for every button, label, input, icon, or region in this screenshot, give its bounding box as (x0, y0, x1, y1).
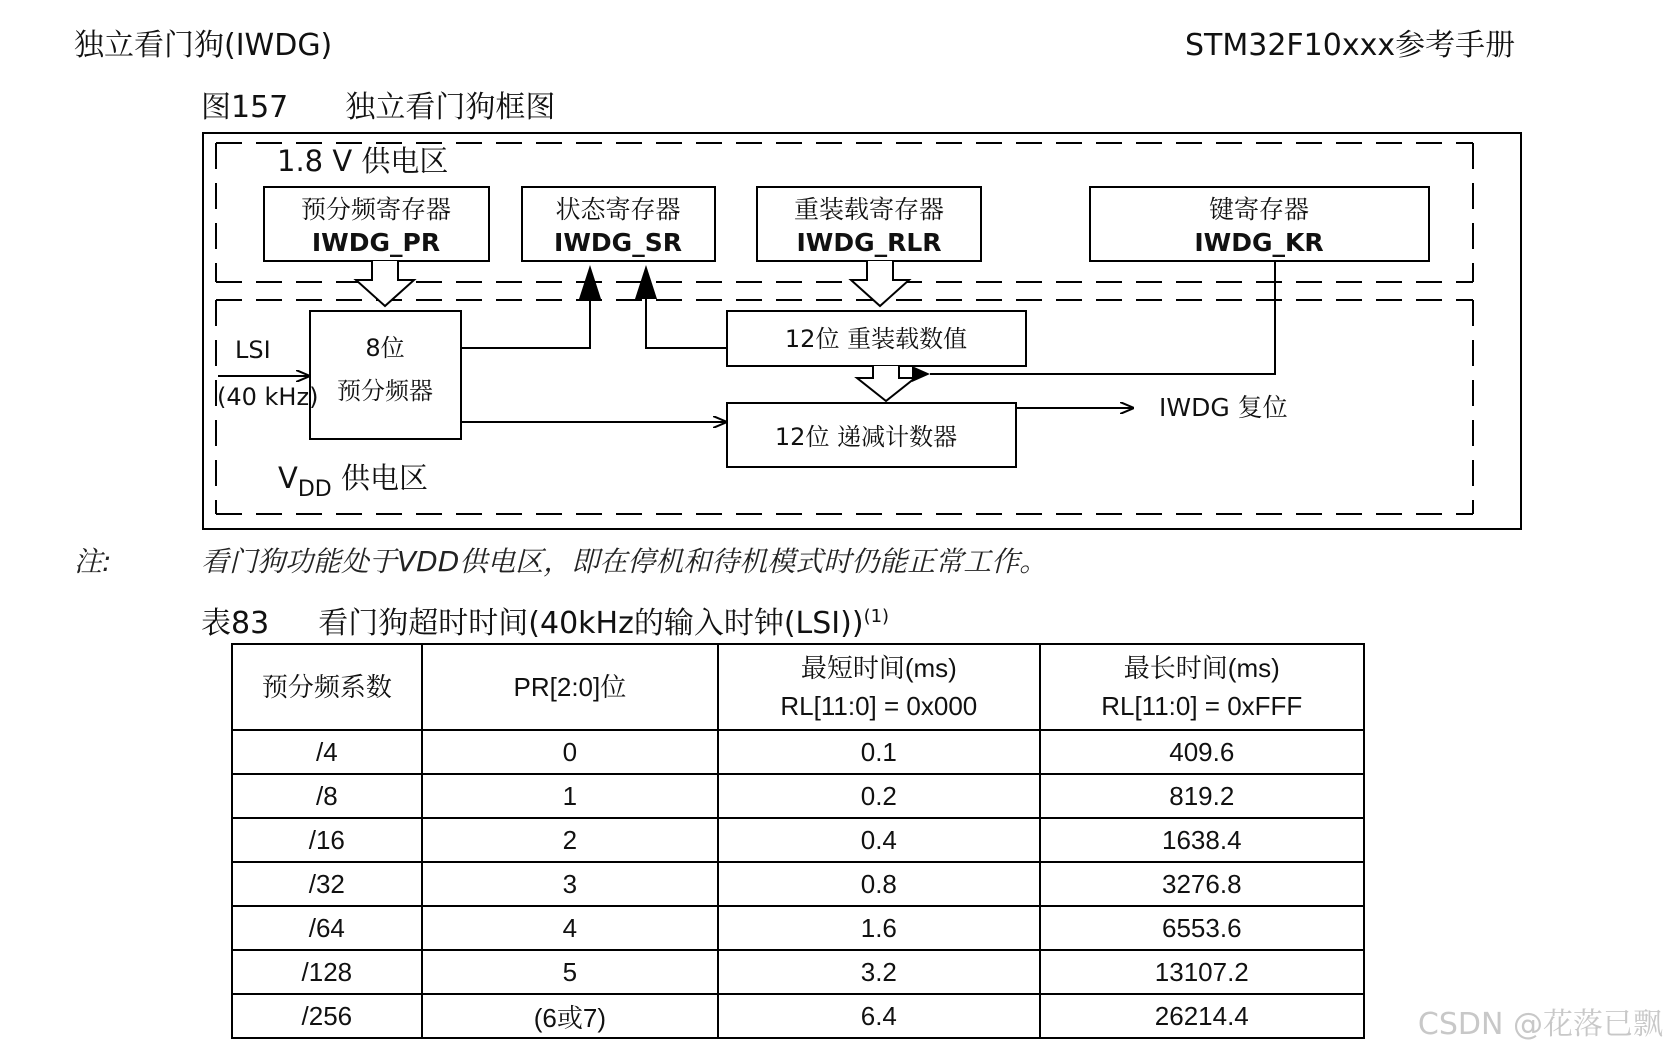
cell-pr: 1 (422, 774, 718, 818)
header-max-time (1040, 644, 1364, 730)
figure-number: 图157 (201, 90, 289, 125)
reload-value-label: 12位 重装载数值 (784, 325, 968, 353)
register-rlr-name: 重装载寄存器 (793, 195, 945, 224)
table-row (232, 994, 1364, 1038)
table-header-row (232, 644, 1364, 730)
prescaler-block (310, 311, 461, 439)
register-sr-name: 状态寄存器 (555, 195, 681, 224)
cell-pr: 4 (422, 906, 718, 950)
cell-divider: /128 (232, 950, 422, 994)
line-prescaler-to-sr (461, 296, 590, 348)
cell-min: 0.1 (718, 730, 1039, 774)
cell-pr: 5 (422, 950, 718, 994)
cell-min: 6.4 (718, 994, 1039, 1038)
register-pr-code: IWDG_PR (311, 228, 441, 257)
table-row (232, 862, 1364, 906)
table-row (232, 730, 1364, 774)
figure-title: 独立看门狗框图 (345, 90, 556, 125)
cell-max: 409.6 (1040, 730, 1364, 774)
note-text: 看门狗功能处于VDD供电区，即在停机和待机模式时仍能正常工作。 (201, 545, 1048, 578)
cell-pr: (6或7) (422, 994, 718, 1038)
cell-min: 0.2 (718, 774, 1039, 818)
header-pr-bits: PR[2:0]位 (422, 644, 718, 730)
header-min-time-title: 最短时间(ms) (800, 653, 957, 683)
zone-vdd-sub: DD (297, 477, 332, 502)
register-rlr-code: IWDG_RLR (796, 228, 942, 257)
header-max-time-cond: RL[11:0] = 0xFFF (1101, 691, 1303, 721)
cell-max: 3276.8 (1040, 862, 1364, 906)
register-kr-code: IWDG_KR (1194, 228, 1324, 257)
cell-divider: /256 (232, 994, 422, 1038)
timeout-table (231, 643, 1365, 1039)
page-header-right: STM32F10xxx参考手册 (1185, 28, 1516, 63)
header-min-time-cond: RL[11:0] = 0x000 (780, 691, 978, 721)
cell-max: 26214.4 (1040, 994, 1364, 1038)
cell-min: 1.6 (718, 906, 1039, 950)
zone-vdd-suffix: 供电区 (331, 461, 428, 495)
header-max-time-title: 最长时间(ms) (1123, 653, 1280, 683)
prescaler-label-2: 预分频器 (337, 377, 433, 405)
cell-max: 1638.4 (1040, 818, 1364, 862)
page-header-left: 独立看门狗(IWDG) (74, 28, 333, 63)
lsi-label: LSI (235, 336, 271, 364)
register-pr-name: 预分频寄存器 (300, 195, 452, 224)
cell-pr: 0 (422, 730, 718, 774)
cell-pr: 3 (422, 862, 718, 906)
hollow-arrow-reload (857, 366, 915, 401)
header-prescaler-divider: 预分频系数 (232, 644, 422, 730)
zone-18v-label: 1.8 V 供电区 (277, 144, 449, 178)
zone-vdd-label (278, 461, 428, 502)
table-row (232, 906, 1364, 950)
table-caption (201, 598, 889, 642)
zone-vdd-main: V (278, 461, 298, 495)
header-min-time (718, 644, 1039, 730)
cell-divider: /8 (232, 774, 422, 818)
cell-divider: /16 (232, 818, 422, 862)
note-label: 注: (74, 545, 112, 578)
arrowhead-kr (912, 366, 930, 382)
cell-divider: /64 (232, 906, 422, 950)
lsi-frequency-label: (40 kHz) (217, 383, 319, 411)
line-reload-to-sr (646, 296, 727, 348)
cell-max: 13107.2 (1040, 950, 1364, 994)
cell-max: 6553.6 (1040, 906, 1364, 950)
table-number: 表83 (201, 606, 270, 641)
register-sr-code: IWDG_SR (554, 228, 682, 257)
cell-max: 819.2 (1040, 774, 1364, 818)
prescaler-label-1: 8位 (365, 334, 405, 362)
cell-divider: /32 (232, 862, 422, 906)
reset-output-label: IWDG 复位 (1159, 393, 1288, 422)
down-counter-label: 12位 递减计数器 (774, 423, 958, 451)
cell-divider: /4 (232, 730, 422, 774)
table-title-footnote: (1) (863, 606, 890, 627)
cell-pr: 2 (422, 818, 718, 862)
table-row (232, 774, 1364, 818)
cell-min: 3.2 (718, 950, 1039, 994)
register-kr-name: 键寄存器 (1208, 195, 1310, 224)
cell-min: 0.4 (718, 818, 1039, 862)
table-title: 看门狗超时时间(40kHz的输入时钟(LSI)) (318, 606, 864, 641)
table-row (232, 950, 1364, 994)
watermark-text: CSDN @花落已飘 (1417, 1007, 1663, 1042)
table-row (232, 818, 1364, 862)
cell-min: 0.8 (718, 862, 1039, 906)
hollow-arrow-pr (356, 261, 414, 306)
